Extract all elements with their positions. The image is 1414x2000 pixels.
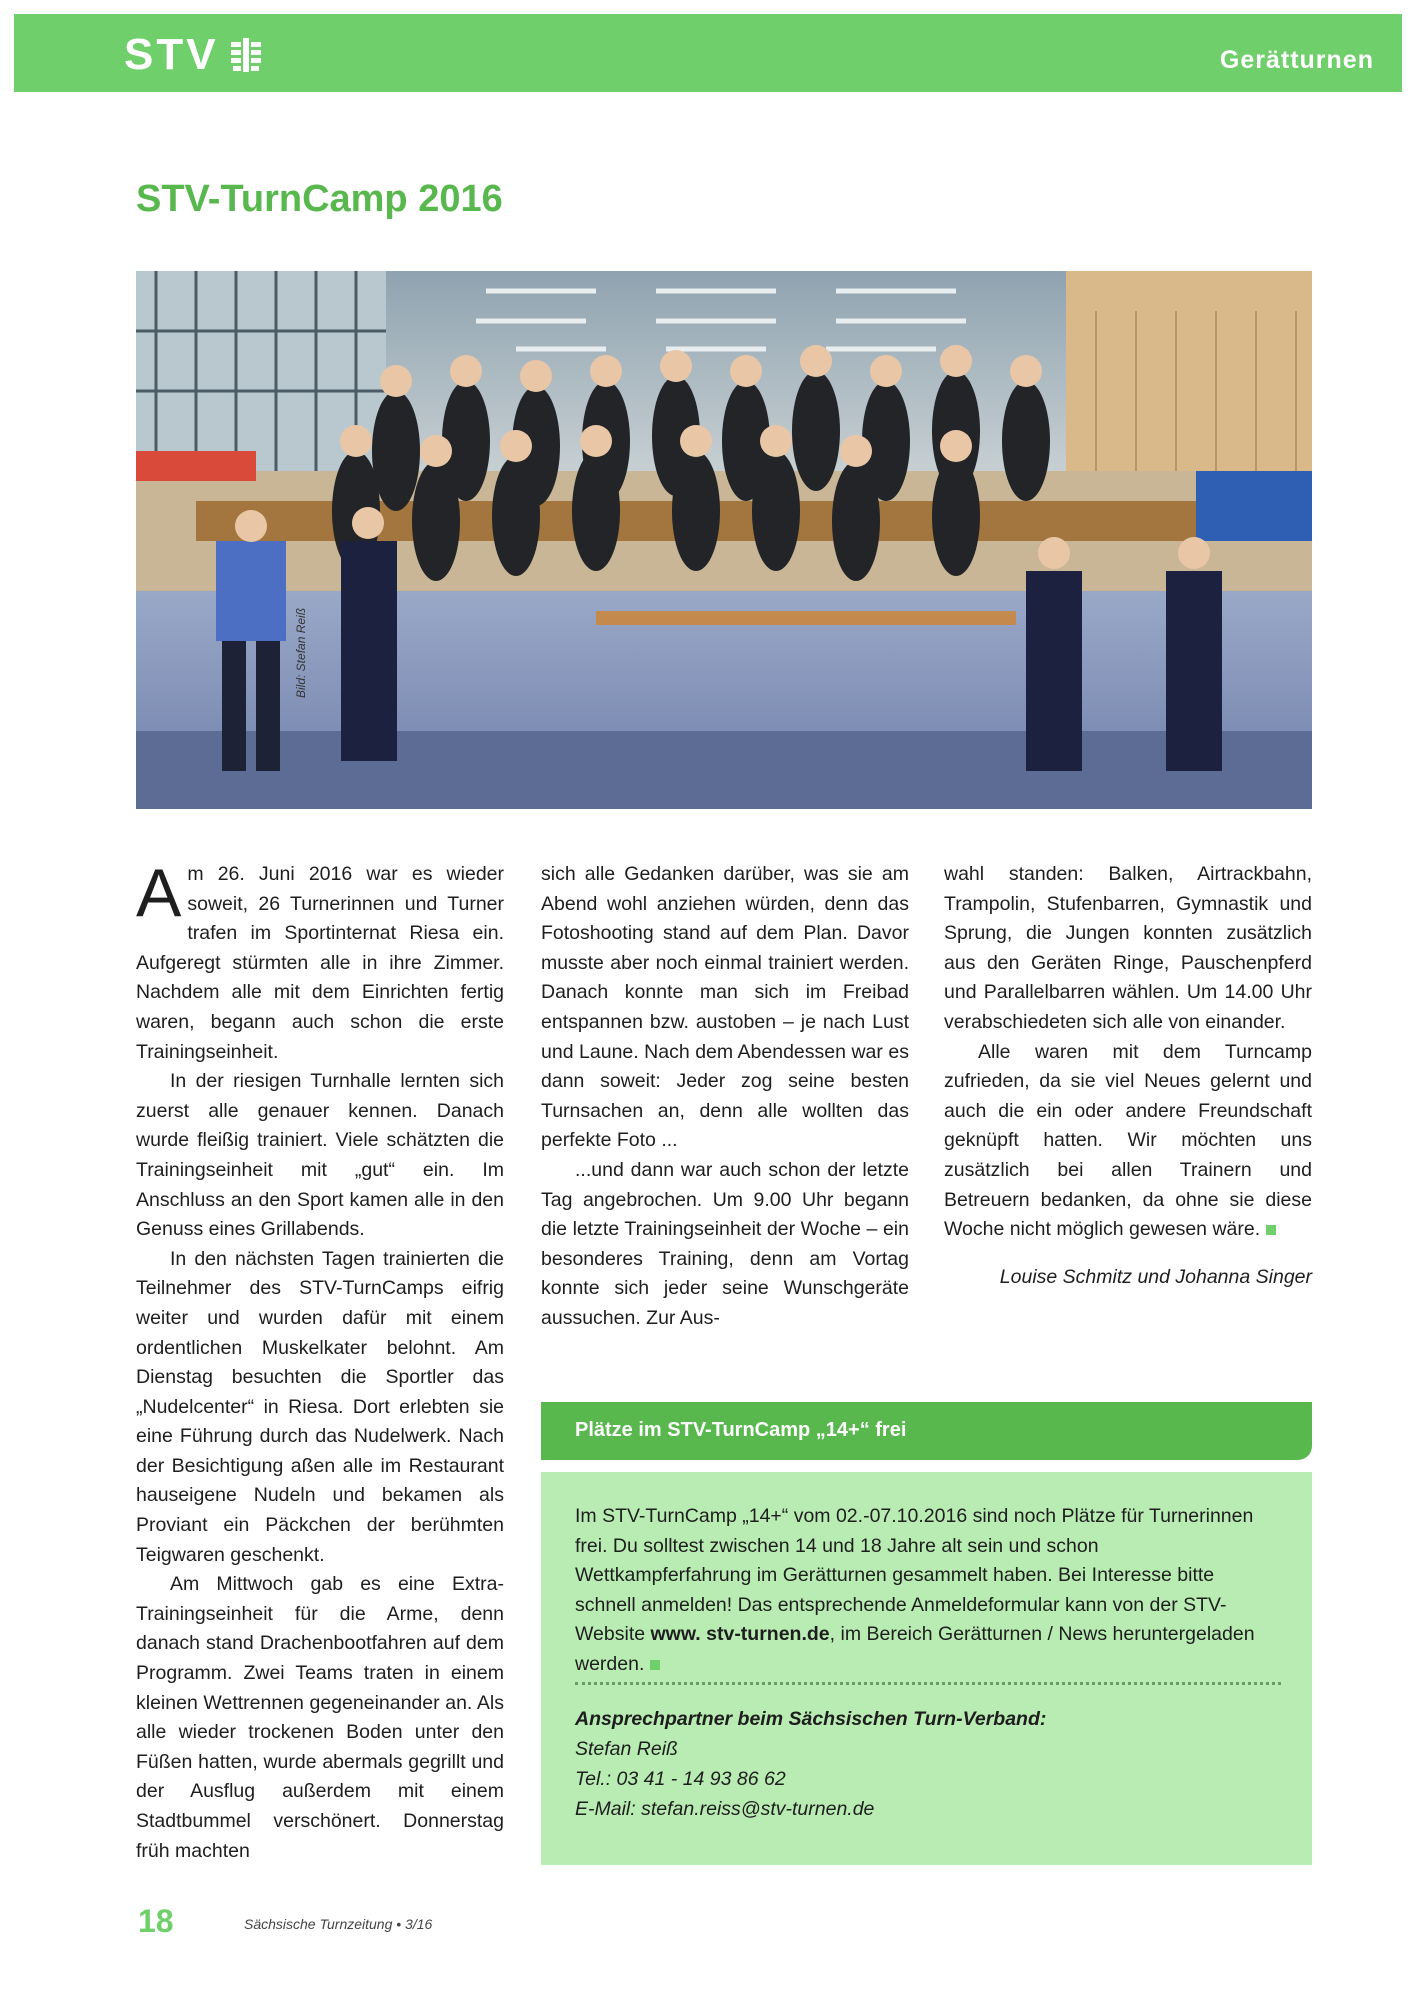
paragraph: sich alle Gedanken darüber, was sie am Abend wohl anziehen würden, denn das Fotoshooting stand auf dem Plan. Davor musste aber noch einmal trainiert werden. Danach konnte man sich im Freibad entspannen bzw. austoben – je nach Lust und Laune. Nach dem Abendessen war es dann soweit: Jeder zog seine besten Turnsachen an, denn alle wollten das perfekte Foto ...: [541, 863, 909, 1152]
paragraph: Am Mittwoch gab es eine Extra-Trainingseinheit für die Arme, denn danach stand Drachenbootfahren auf dem Programm. Zwei Teams traten in einem kleinen Wettrennen gegeneinander an. Als alle wieder trockenen Boden unter den Füßen hatten, wurde abermals gegrillt und der Ausflug außerdem mit einem Stadtbummel verschönert. Donnerstag früh machten: [136, 1573, 504, 1862]
dotted-divider: [575, 1682, 1281, 1685]
article-column-3: [944, 860, 1312, 1292]
paragraph: In der riesigen Turnhalle lernten sich zuerst alle genauer kennen. Danach wurde fleißig trainiert. Viele schätzten die Trainingseinheit mit „gut“ ein. Im Anschluss an den Sport kamen alle in den Genuss eines Grillabends.: [136, 1070, 504, 1241]
contact-heading: Ansprechpartner beim Sächsischen Turn-Verband:: [575, 1708, 1047, 1730]
end-square-icon: [1266, 1225, 1276, 1235]
group-photo: [136, 271, 1312, 809]
paragraph: ...und dann war auch schon der letzte Tag angebrochen. Um 9.00 Uhr begann die letzte Trainingseinheit der Woche – ein besonderes Training, denn am Vortag konnte sich jeder seine Wunschgeräte aussuchen. Zur Aus-: [541, 1158, 909, 1329]
paragraph: In den nächsten Tagen trainierten die Teilnehmer des STV-TurnCamps eifrig weiter und wurden dafür mit einem ordentlichen Muskelkater belohnt. Am Dienstag besuchten die Sportler das „Nudelcenter“ in Riesa. Dort erlebten sie eine Führung durch das Nudelwerk. Nach der Besichtigung aßen alle im Restaurant hauseigene Nudeln und bekamen als Proviant ein Päckchen der berühmten Teigwaren geschenkt.: [136, 1247, 504, 1566]
info-text: Im STV-TurnCamp „14+“ vom 02.-07.10.2016 sind noch Plätze für Turnerinnen frei. Du solltest zwischen 14 und 18 Jahre alt sein und schon Wettkampferfahrung im Gerätturnen gesammelt haben. Bei Interesse bitte schnell anmelden! Das entsprechende Anmeldeformular kann von der STV-Website: [575, 1505, 1254, 1646]
section-label: Gerätturnen: [1219, 46, 1374, 74]
info-text: , im Bereich Gerätturnen / News heruntergeladen werden.: [575, 1623, 1255, 1675]
paragraph-text: m 26. Juni 2016 war es wieder soweit, 26 Turnerinnen und Turner trafen im Sportinternat Riesa ein. Aufgeregt stürmten alle in ihre Zimmer. Nachdem alle mit dem Einrichten fertig waren, begann auch schon die erste Trainingseinheit.: [136, 863, 504, 1063]
magazine-name: Sächsische Turnzeitung • 3/16: [244, 1916, 433, 1932]
website-link[interactable]: www. stv-turnen.de: [650, 1623, 830, 1646]
logo-text: STV: [124, 30, 219, 79]
info-box-heading: Plätze im STV-TurnCamp „14+“ frei: [575, 1419, 907, 1441]
paragraph: [944, 1038, 1312, 1245]
stv-emblem-icon: [229, 38, 263, 72]
article-column-1: [136, 855, 504, 1866]
article-author: Louise Schmitz und Johanna Singer: [999, 1265, 1312, 1288]
info-box-header: [541, 1402, 1312, 1460]
contact-name: Stefan Reiß: [575, 1738, 678, 1760]
info-box: [541, 1472, 1312, 1865]
end-square-icon: [650, 1660, 660, 1670]
article-title: STV-TurnCamp 2016: [136, 178, 503, 220]
article-column-2: [541, 860, 909, 1334]
photo-credit: Bild: Stefan Reiß: [294, 607, 308, 698]
contact-phone: Tel.: 03 41 - 14 93 86 62: [575, 1768, 786, 1790]
drop-cap: A: [136, 855, 182, 931]
paragraph: [136, 855, 504, 1067]
contact-block: [575, 1704, 1046, 1824]
page-number: 18: [138, 1903, 174, 1939]
paragraph: wahl standen: Balken, Airtrackbahn, Trampolin, Stufenbarren, Gymnastik und Sprung, die Jungen konnten zusätzlich aus den Geräten Ringe, Pauschenpferd und Parallelbarren wählen. Um 14.00 Uhr verabschiedeten sich alle von einander.: [944, 863, 1312, 1033]
info-box-body: [575, 1502, 1275, 1680]
paragraph-text: Alle waren mit dem Turncamp zufrieden, da sie viel Neues gelernt und auch die ein oder andere Freundschaft geknüpft hatten. Wir möchten uns zusätzlich bei allen Trainern und Betreuern bedanken, da ohne sie diese Woche nicht möglich gewesen wäre.: [944, 1040, 1312, 1241]
stv-logo: [124, 30, 263, 80]
contact-email[interactable]: E-Mail: stefan.reiss@stv-turnen.de: [575, 1798, 875, 1820]
